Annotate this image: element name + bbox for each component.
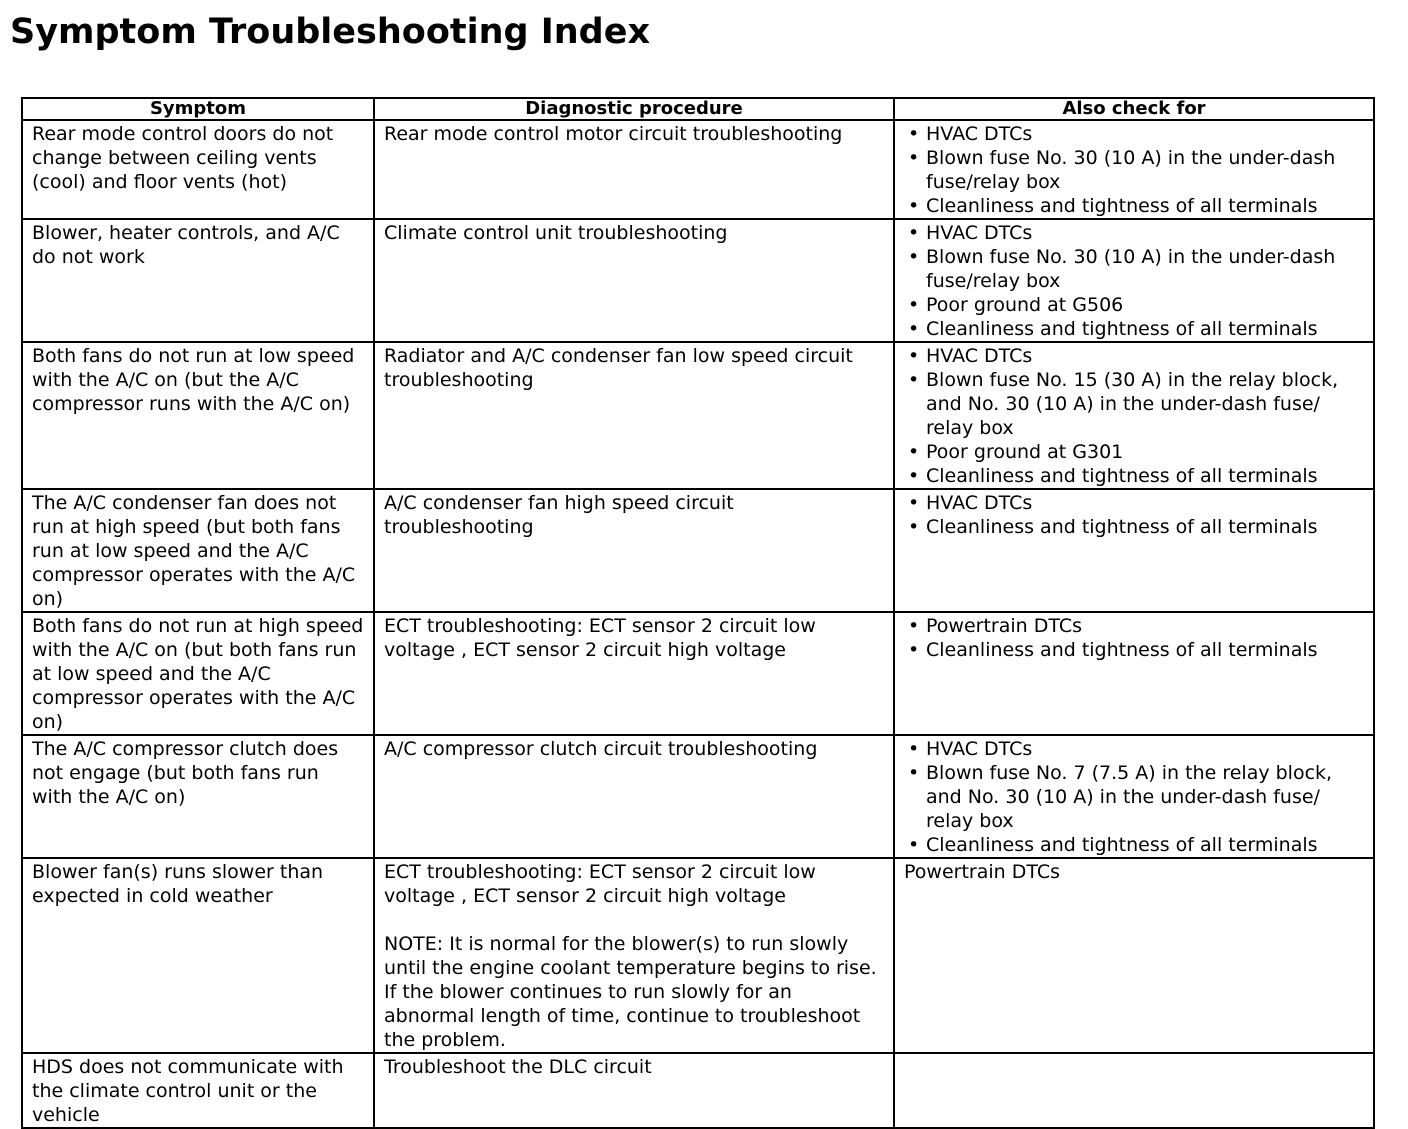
check-item: • Cleanliness and tightness of all terminals: [904, 515, 1365, 539]
table-row: [22, 120, 1374, 219]
check-item: • Cleanliness and tightness of all terminals: [904, 464, 1365, 488]
procedure-text: A/C condenser fan high speed circuit troubleshooting: [384, 492, 734, 538]
also-check-cell: [894, 1053, 1374, 1128]
table-row: [22, 219, 1374, 342]
symptom-index-table: [21, 97, 1375, 1129]
check-item: • Cleanliness and tightness of all terminals: [904, 194, 1365, 218]
symptom-cell: Blower, heater controls, and A/C do not work: [22, 219, 374, 342]
table-row: [22, 489, 1374, 612]
also-check-cell: [894, 342, 1374, 489]
procedure-text: ECT troubleshooting: ECT sensor 2 circuit low voltage , ECT sensor 2 circuit high voltage: [384, 861, 816, 907]
symptom-cell: HDS does not communicate with the climate control unit or the vehicle: [22, 1053, 374, 1128]
procedure-text: ECT troubleshooting: ECT sensor 2 circuit low voltage , ECT sensor 2 circuit high voltage: [384, 615, 816, 661]
procedure-cell: [374, 342, 894, 489]
check-item: • Poor ground at G506: [904, 293, 1365, 317]
procedure-text: Climate control unit troubleshooting: [384, 222, 728, 244]
procedure-cell: [374, 735, 894, 858]
check-item: • Blown fuse No. 15 (30 A) in the relay block, and No. 30 (10 A) in the under-dash fuse/ relay box: [904, 368, 1365, 440]
check-item: • Powertrain DTCs: [904, 614, 1365, 638]
symptom-cell: Both fans do not run at high speed with the A/C on (but both fans run at low speed and the A/C compressor operates with the A/C on): [22, 612, 374, 735]
check-list: [904, 737, 1365, 857]
procedure-cell: [374, 858, 894, 1053]
symptom-cell: The A/C condenser fan does not run at high speed (but both fans run at low speed and the A/C compressor operates with the A/C on): [22, 489, 374, 612]
symptom-cell: The A/C compressor clutch does not engage (but both fans run with the A/C on): [22, 735, 374, 858]
check-item: • Cleanliness and tightness of all terminals: [904, 317, 1365, 341]
symptom-cell: Rear mode control doors do not change between ceiling vents (cool) and floor vents (hot): [22, 120, 374, 219]
check-item: • HVAC DTCs: [904, 737, 1365, 761]
procedure-cell: [374, 612, 894, 735]
check-item: • Blown fuse No. 30 (10 A) in the under-dash fuse/relay box: [904, 146, 1365, 194]
check-item: • Poor ground at G301: [904, 440, 1365, 464]
check-item: • HVAC DTCs: [904, 221, 1365, 245]
table-row: [22, 612, 1374, 735]
check-item: • Blown fuse No. 30 (10 A) in the under-dash fuse/relay box: [904, 245, 1365, 293]
also-check-cell: [894, 612, 1374, 735]
procedure-cell: [374, 1053, 894, 1128]
check-item: • HVAC DTCs: [904, 344, 1365, 368]
check-item: Powertrain DTCs: [904, 861, 1060, 883]
check-list: [904, 122, 1365, 218]
table-row: [22, 342, 1374, 489]
table-header-row: [22, 98, 1374, 120]
check-list: [904, 614, 1365, 662]
procedure-cell: [374, 120, 894, 219]
procedure-text: Troubleshoot the DLC circuit: [384, 1056, 652, 1078]
also-check-cell: [894, 858, 1374, 1053]
symptom-cell: Both fans do not run at low speed with the A/C on (but the A/C compressor runs with the A/C on): [22, 342, 374, 489]
table-body: [22, 120, 1374, 1128]
check-list: [904, 221, 1365, 341]
page-title: Symptom Troubleshooting Index: [10, 12, 651, 52]
check-item: • HVAC DTCs: [904, 122, 1365, 146]
procedure-note: NOTE: It is normal for the blower(s) to run slowly until the engine coolant temperature begins to rise. If the blower continues to run slowly for an abnormal length of time, continue to troubleshoot the problem.: [384, 933, 877, 1051]
procedure-column-header: Diagnostic procedure: [374, 98, 894, 120]
also-check-cell: [894, 219, 1374, 342]
symptom-cell: Blower fan(s) runs slower than expected in cold weather: [22, 858, 374, 1053]
check-list: [904, 344, 1365, 488]
check-item: • Cleanliness and tightness of all terminals: [904, 833, 1365, 857]
also-check-cell: [894, 735, 1374, 858]
check-column-header: Also check for: [894, 98, 1374, 120]
procedure-text: Rear mode control motor circuit troubleshooting: [384, 123, 843, 145]
table-row: [22, 1053, 1374, 1128]
check-item: • HVAC DTCs: [904, 491, 1365, 515]
procedure-cell: [374, 219, 894, 342]
procedure-text: A/C compressor clutch circuit troubleshooting: [384, 738, 818, 760]
also-check-cell: [894, 120, 1374, 219]
also-check-cell: [894, 489, 1374, 612]
check-list: [904, 860, 1365, 884]
table-row: [22, 858, 1374, 1053]
check-item: • Cleanliness and tightness of all terminals: [904, 638, 1365, 662]
check-list: [904, 491, 1365, 539]
table-row: [22, 735, 1374, 858]
procedure-cell: [374, 489, 894, 612]
check-item: • Blown fuse No. 7 (7.5 A) in the relay block, and No. 30 (10 A) in the under-dash fuse/ relay box: [904, 761, 1365, 833]
symptom-column-header: Symptom: [22, 98, 374, 120]
procedure-text: Radiator and A/C condenser fan low speed circuit troubleshooting: [384, 345, 853, 391]
